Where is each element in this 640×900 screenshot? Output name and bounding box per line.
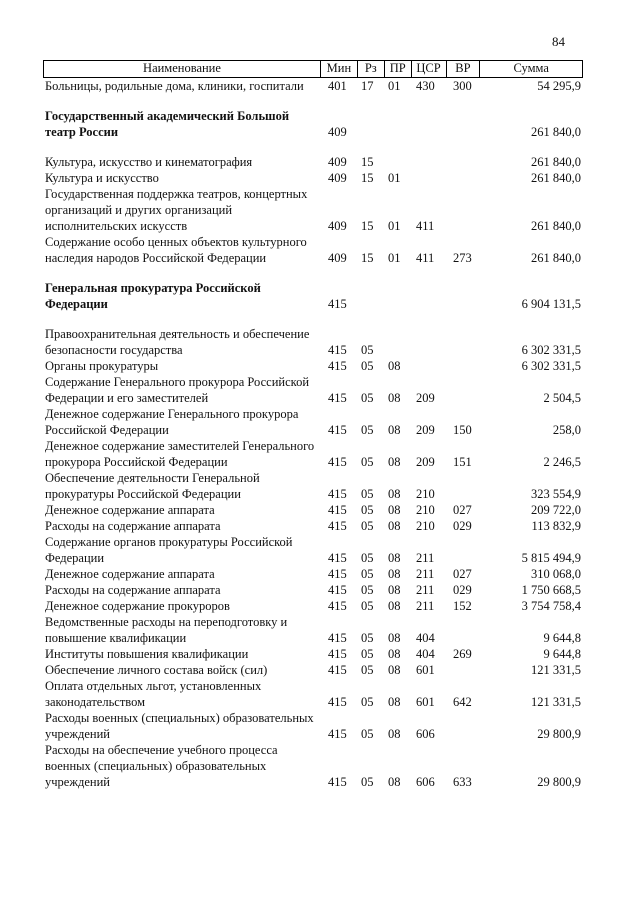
cell-name: Денежное содержание аппарата [45, 503, 215, 517]
table-row [43, 678, 583, 710]
cell-vr: 027 [453, 503, 472, 517]
cell-pr: 08 [388, 583, 401, 597]
cell-sum: 6 904 131,5 [521, 297, 581, 311]
cell-csr: 211 [416, 567, 435, 581]
cell-name: Расходы на содержание аппарата [45, 583, 221, 597]
cell-name: Государственный академический Большой театр России [45, 109, 290, 139]
cell-csr: 606 [416, 727, 435, 741]
cell-name: Органы прокуратуры [45, 359, 159, 373]
cell-pr: 08 [388, 487, 401, 501]
cell-min: 415 [328, 359, 347, 373]
cell-pr: 01 [388, 219, 401, 233]
cell-pr: 08 [388, 455, 401, 469]
cell-min: 415 [328, 727, 347, 741]
cell-sum: 261 840,0 [531, 251, 581, 265]
cell-vr: 152 [453, 599, 472, 613]
cell-name: Расходы на обеспечение учебного процесса военных (специальных) образовательных учреждений [45, 743, 278, 789]
cell-name: Генеральная прокуратура Российской Федерации [45, 281, 261, 311]
header-min: Мин [321, 61, 358, 77]
cell-name: Содержание Генерального прокурора Российской Федерации и его заместителей [45, 375, 310, 405]
cell-min: 415 [328, 599, 347, 613]
table-row [43, 326, 583, 358]
cell-min: 415 [328, 503, 347, 517]
cell-rz: 05 [361, 487, 374, 501]
cell-min: 415 [328, 647, 347, 661]
cell-sum: 9 644,8 [543, 631, 581, 645]
header-rz: Рз [358, 61, 385, 77]
cell-vr: 150 [453, 423, 472, 437]
cell-min: 415 [328, 567, 347, 581]
cell-vr: 269 [453, 647, 472, 661]
budget-table [43, 60, 583, 790]
cell-rz: 15 [361, 251, 374, 265]
cell-csr: 411 [416, 251, 435, 265]
header-vr: ВР [447, 61, 481, 77]
cell-pr: 08 [388, 423, 401, 437]
table-row [43, 566, 583, 582]
cell-csr: 411 [416, 219, 435, 233]
cell-sum: 310 068,0 [531, 567, 581, 581]
cell-name: Денежное содержание аппарата [45, 567, 215, 581]
cell-min: 415 [328, 583, 347, 597]
table-row [43, 582, 583, 598]
cell-csr: 601 [416, 663, 435, 677]
cell-rz: 05 [361, 695, 374, 709]
cell-min: 409 [328, 219, 347, 233]
cell-rz: 05 [361, 455, 374, 469]
cell-min: 415 [328, 423, 347, 437]
cell-rz: 05 [361, 663, 374, 677]
cell-pr: 08 [388, 391, 401, 405]
cell-min: 415 [328, 343, 347, 357]
cell-csr: 404 [416, 647, 435, 661]
cell-sum: 54 295,9 [537, 79, 581, 93]
table-row [43, 108, 583, 140]
table-row [43, 186, 583, 234]
cell-csr: 430 [416, 79, 435, 93]
cell-csr: 211 [416, 599, 435, 613]
cell-sum: 2 504,5 [543, 391, 581, 405]
cell-min: 415 [328, 297, 347, 311]
table-row [43, 598, 583, 614]
cell-min: 415 [328, 663, 347, 677]
table-row [43, 646, 583, 662]
cell-pr: 01 [388, 251, 401, 265]
cell-pr: 08 [388, 567, 401, 581]
cell-name: Расходы военных (специальных) образовательных учреждений [45, 711, 314, 741]
table-row [43, 470, 583, 502]
cell-rz: 05 [361, 567, 374, 581]
cell-rz: 05 [361, 359, 374, 373]
cell-vr: 029 [453, 519, 472, 533]
cell-name: Государственная поддержка театров, концертных организаций и других организаций исполнительских искусств [45, 187, 308, 233]
cell-name: Денежное содержание заместителей Генерального прокурора Российской Федерации [45, 439, 315, 469]
header-csr: ЦСР [412, 61, 447, 77]
cell-rz: 05 [361, 391, 374, 405]
cell-name: Обеспечение личного состава войск (сил) [45, 663, 268, 677]
cell-name: Культура, искусство и кинематография [45, 155, 253, 169]
cell-min: 415 [328, 775, 347, 789]
cell-vr: 027 [453, 567, 472, 581]
cell-sum: 6 302 331,5 [521, 343, 581, 357]
table-row [43, 374, 583, 406]
cell-pr: 08 [388, 503, 401, 517]
cell-min: 415 [328, 551, 347, 565]
cell-min: 401 [328, 79, 347, 93]
cell-csr: 404 [416, 631, 435, 645]
cell-name: Расходы на содержание аппарата [45, 519, 221, 533]
cell-sum: 261 840,0 [531, 155, 581, 169]
table-header [43, 60, 583, 78]
cell-pr: 01 [388, 79, 401, 93]
table-row [43, 154, 583, 170]
cell-rz: 05 [361, 503, 374, 517]
table-row [43, 662, 583, 678]
cell-vr: 633 [453, 775, 472, 789]
cell-pr: 08 [388, 775, 401, 789]
cell-sum: 261 840,0 [531, 171, 581, 185]
cell-rz: 15 [361, 171, 374, 185]
cell-csr: 210 [416, 503, 435, 517]
cell-name: Правоохранительная деятельность и обеспечение безопасности государства [45, 327, 310, 357]
cell-sum: 121 331,5 [531, 663, 581, 677]
table-row [43, 170, 583, 186]
cell-pr: 08 [388, 551, 401, 565]
cell-min: 415 [328, 695, 347, 709]
table-row [43, 234, 583, 266]
cell-name: Денежное содержание прокуроров [45, 599, 230, 613]
cell-min: 415 [328, 455, 347, 469]
cell-pr: 08 [388, 631, 401, 645]
cell-vr: 151 [453, 455, 472, 469]
cell-sum: 121 331,5 [531, 695, 581, 709]
cell-sum: 29 800,9 [537, 775, 581, 789]
cell-sum: 258,0 [552, 423, 581, 437]
cell-sum: 2 246,5 [543, 455, 581, 469]
cell-vr: 273 [453, 251, 472, 265]
cell-rz: 05 [361, 551, 374, 565]
cell-csr: 209 [416, 455, 435, 469]
cell-rz: 05 [361, 583, 374, 597]
table-row [43, 280, 583, 312]
cell-name: Содержание органов прокуратуры Российской Федерации [45, 535, 293, 565]
table-row [43, 358, 583, 374]
table-row [43, 614, 583, 646]
table-row [43, 406, 583, 438]
cell-pr: 08 [388, 695, 401, 709]
cell-vr: 642 [453, 695, 472, 709]
cell-sum: 3 754 758,4 [521, 599, 581, 613]
table-row [43, 710, 583, 742]
cell-vr: 029 [453, 583, 472, 597]
cell-min: 409 [328, 251, 347, 265]
cell-rz: 05 [361, 727, 374, 741]
cell-name: Культура и искусство [45, 171, 159, 185]
header-sum: Сумма [513, 61, 549, 75]
cell-csr: 606 [416, 775, 435, 789]
table-row [43, 438, 583, 470]
cell-csr: 211 [416, 551, 435, 565]
cell-sum: 209 722,0 [531, 503, 581, 517]
cell-min: 415 [328, 519, 347, 533]
table-row [43, 534, 583, 566]
cell-min: 409 [328, 155, 347, 169]
cell-min: 415 [328, 391, 347, 405]
cell-csr: 211 [416, 583, 435, 597]
cell-name: Ведомственные расходы на переподготовку и повышение квалификации [45, 615, 288, 645]
cell-name: Больницы, родильные дома, клиники, госпитали [45, 79, 304, 93]
cell-csr: 209 [416, 391, 435, 405]
header-name: Наименование [44, 61, 321, 77]
cell-rz: 05 [361, 599, 374, 613]
cell-pr: 08 [388, 647, 401, 661]
table-row [43, 742, 583, 790]
cell-name: Содержание особо ценных объектов культурного наследия народов Российской Федерации [45, 235, 307, 265]
cell-name: Денежное содержание Генерального прокурора Российской Федерации [45, 407, 299, 437]
cell-rz: 05 [361, 775, 374, 789]
cell-rz: 05 [361, 647, 374, 661]
table-body [43, 78, 583, 790]
cell-sum: 29 800,9 [537, 727, 581, 741]
cell-sum: 1 750 668,5 [521, 583, 581, 597]
cell-rz: 05 [361, 343, 374, 357]
cell-sum: 113 832,9 [531, 519, 581, 533]
table-row [43, 78, 583, 94]
cell-pr: 08 [388, 599, 401, 613]
cell-rz: 15 [361, 155, 374, 169]
cell-csr: 601 [416, 695, 435, 709]
cell-min: 409 [328, 171, 347, 185]
cell-csr: 210 [416, 519, 435, 533]
cell-sum: 261 840,0 [531, 219, 581, 233]
cell-sum: 6 302 331,5 [521, 359, 581, 373]
table-row [43, 518, 583, 534]
cell-pr: 01 [388, 171, 401, 185]
cell-name: Оплата отдельных льгот, установленных законодательством [45, 679, 262, 709]
cell-name: Институты повышения квалификации [45, 647, 249, 661]
cell-rz: 15 [361, 219, 374, 233]
cell-pr: 08 [388, 519, 401, 533]
cell-min: 409 [328, 125, 347, 139]
cell-min: 415 [328, 631, 347, 645]
cell-sum: 323 554,9 [531, 487, 581, 501]
header-pr: ПР [385, 61, 412, 77]
cell-vr: 300 [453, 79, 472, 93]
cell-rz: 05 [361, 423, 374, 437]
cell-name: Обеспечение деятельности Генеральной прокуратуры Российской Федерации [45, 471, 260, 501]
cell-csr: 209 [416, 423, 435, 437]
cell-rz: 05 [361, 631, 374, 645]
cell-rz: 05 [361, 519, 374, 533]
cell-sum: 5 815 494,9 [521, 551, 581, 565]
cell-sum: 261 840,0 [531, 125, 581, 139]
cell-min: 415 [328, 487, 347, 501]
table-row [43, 502, 583, 518]
cell-pr: 08 [388, 359, 401, 373]
cell-sum: 9 644,8 [543, 647, 581, 661]
cell-pr: 08 [388, 727, 401, 741]
cell-csr: 210 [416, 487, 435, 501]
cell-rz: 17 [361, 79, 374, 93]
cell-pr: 08 [388, 663, 401, 677]
page-number: 84 [552, 34, 565, 49]
